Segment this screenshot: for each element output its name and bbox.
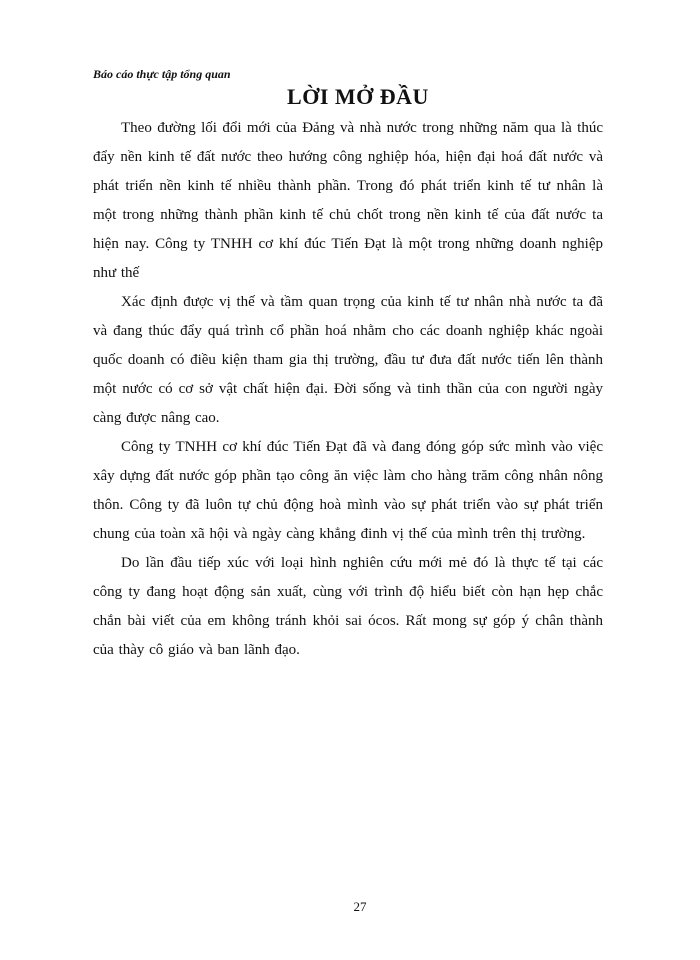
page-number: 27 [353,899,367,914]
paragraph-4: Do lần đầu tiếp xúc với loại hình nghiên cứu mới mẻ đó là thực tế tại các công ty đang hoạt động sản xuất, cùng với trình độ hiểu biết còn hạn hẹp chắc chắn bài viết của em không tránh khỏi sai ócos. Rất mong sự góp ý chân thành của thày cô giáo và ban lãnh đạo. [93,555,603,658]
body-text [93,114,603,665]
paragraph-2: Xác định được vị thế và tầm quan trọng của kinh tế tư nhân nhà nước ta đã và đang thúc đẩy quá trình cổ phần hoá nhằm cho các doanh nghiệp khác ngoài quốc doanh có điều kiện tham gia thị trường, đầu tư đưa đất nước tiến lên thành một nước có cơ sở vật chất hiện đại. Đời sống và tinh thần của con người ngày càng được nâng cao. [93,294,603,426]
paragraph-3: Công ty TNHH cơ khí đúc Tiến Đạt đã và đang đóng góp sức mình vào việc xây dựng đất nước góp phần tạo công ăn việc làm cho hàng trăm công nhân nông thôn. Công ty đã luôn tự chủ động hoà mình vào sự phát triển vào sự phát triển chung của toàn xã hội và ngày càng khẳng đinh vị thế của mình trên thị trường. [93,439,603,542]
report-header-caption: Báo cáo thực tập tổng quan [93,67,231,81]
paragraph-1: Theo đường lối đổi mới của Đảng và nhà nước trong những năm qua là thúc đẩy nền kinh tế đất nước theo hướng công nghiệp hóa, hiện đại hoá đất nước và phát triển nền kinh tế nhiều thành phần. Trong đó phát triển kinh tế tư nhân là một trong những thành phần kinh tế chủ chốt trong nền kinh tế của đất nước ta hiện nay. Công ty TNHH cơ khí đúc Tiến Đạt là một trong những doanh nghiệp như thế [93,120,603,281]
page-title: LỜI MỞ ĐẦU [287,84,429,109]
